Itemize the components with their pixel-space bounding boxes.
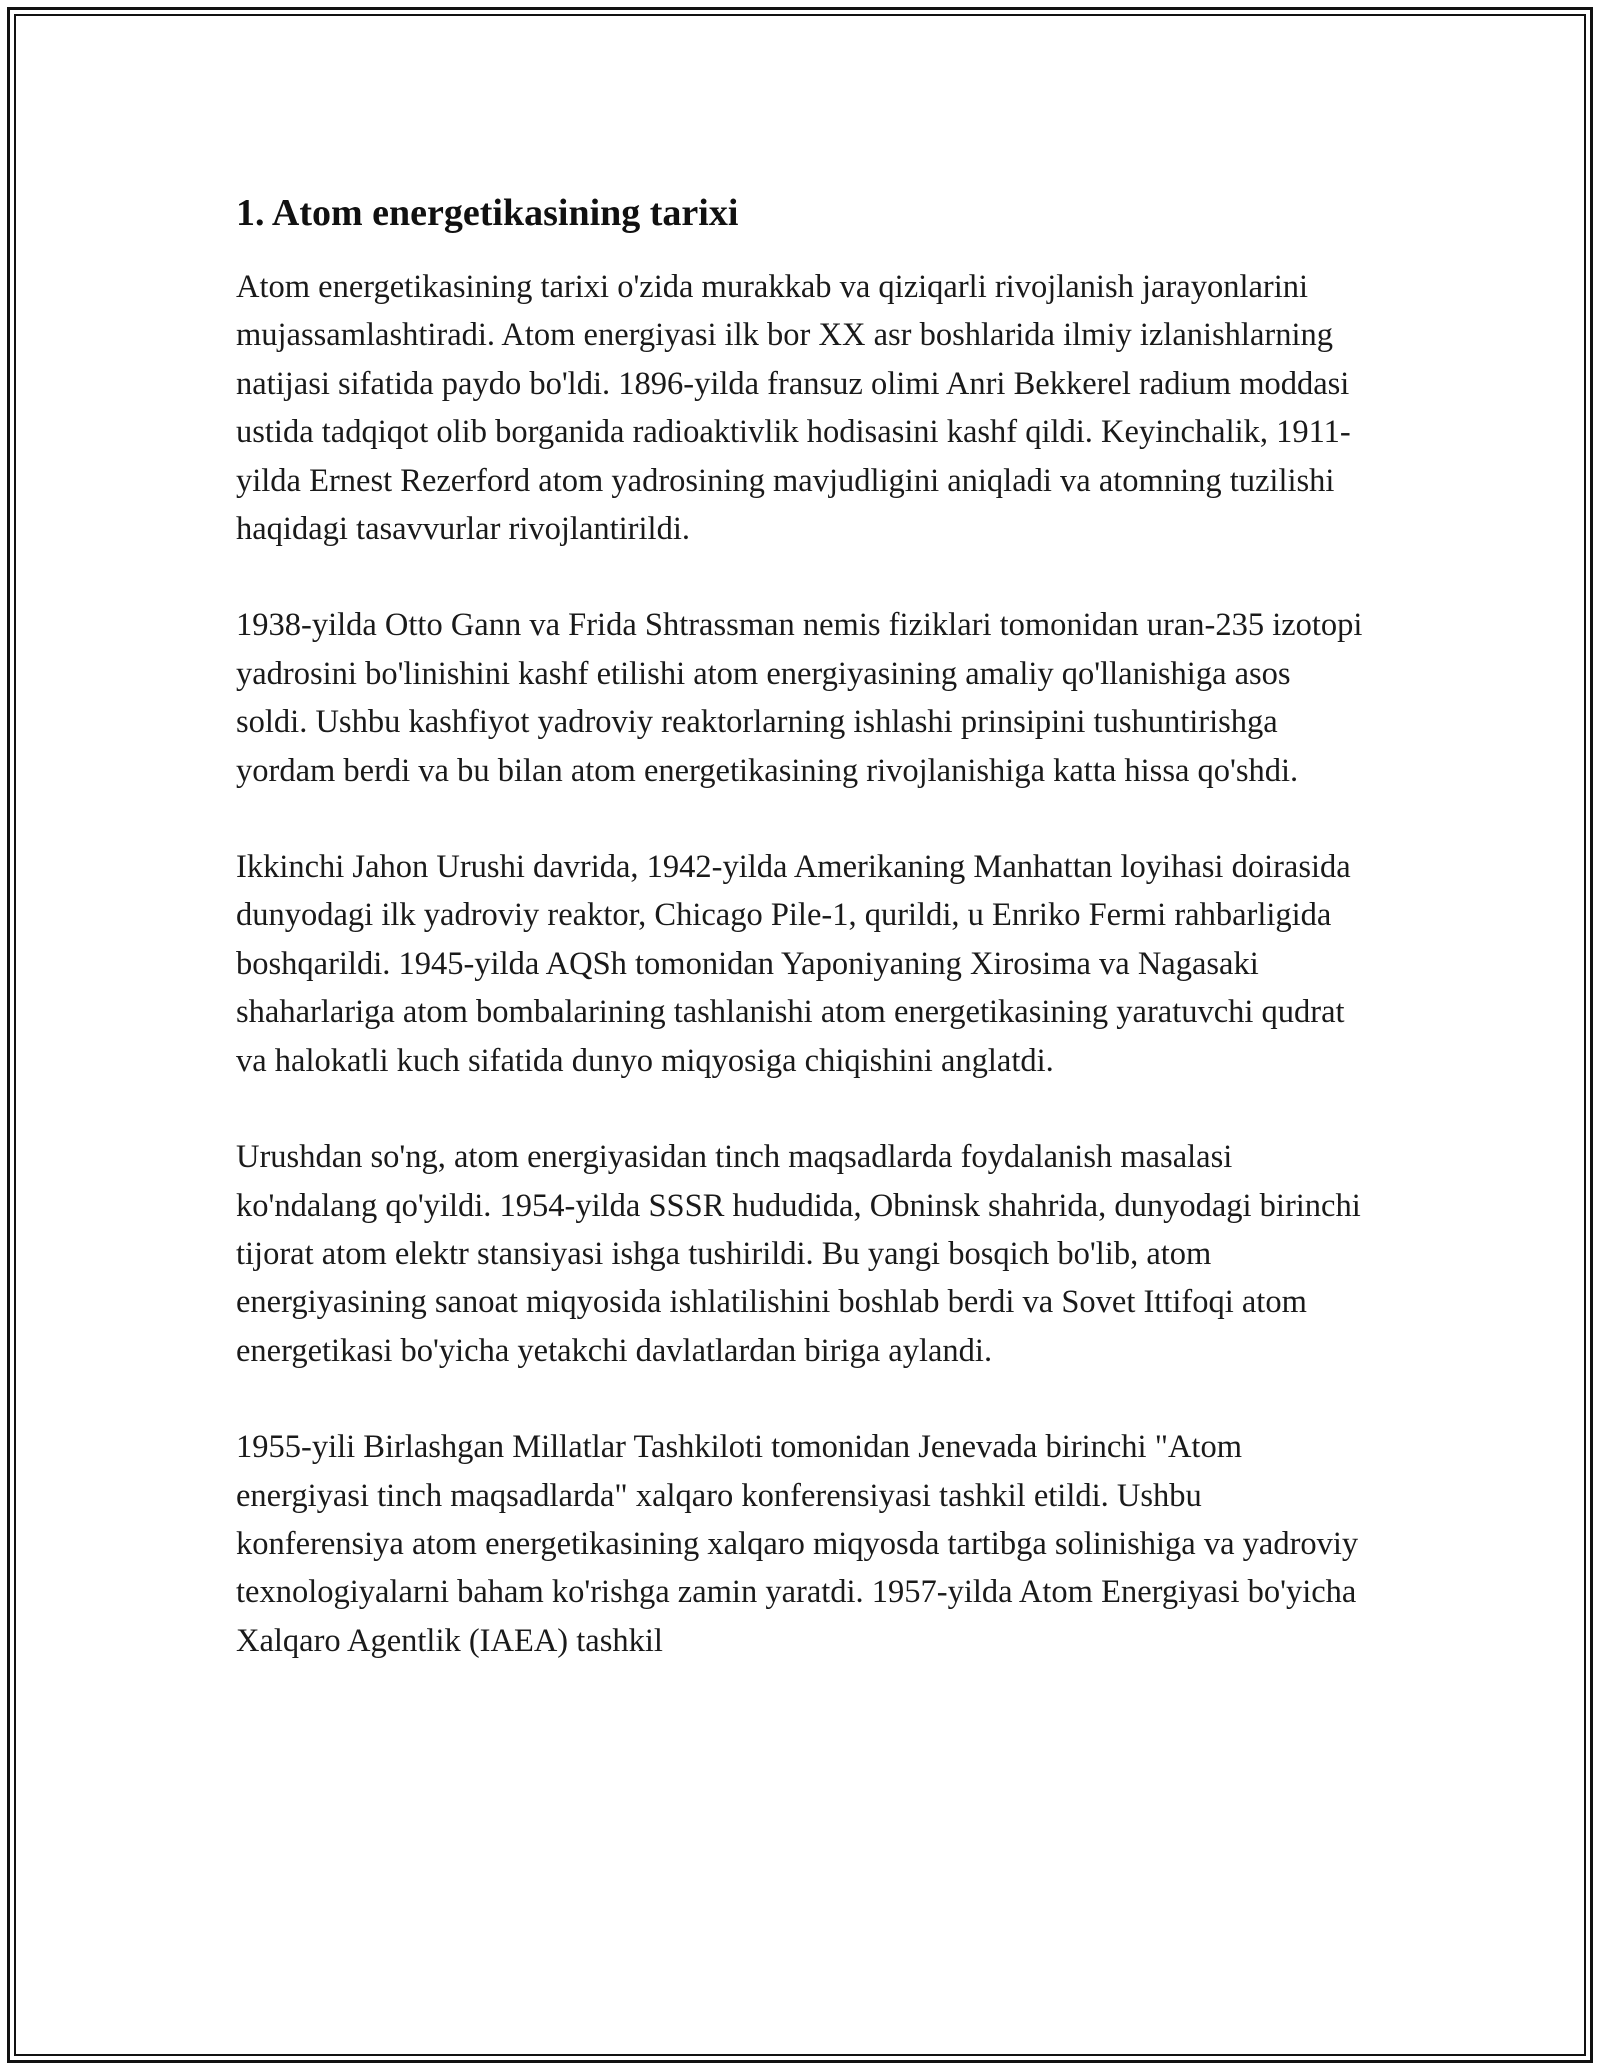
document-body [236,183,1368,1665]
paragraph-5: 1955-yili Birlashgan Millatlar Tashkiloti tomonidan Jenevada birinchi "Atom energiyasi tinch maqsadlarda" xalqaro konferensiyasi tashkil etildi. Ushbu konferensiya atom energetikasining xalqaro miqyosda tartibga solinishiga va yadroviy texnologiyalarni baham ko'rishga zamin yaratdi. 1957-yilda Atom Energiyasi bo'yicha Xalqaro Agentlik (IAEA) tashkil [236,1429,1359,1659]
paragraph-2: 1938-yilda Otto Gann va Frida Shtrassman nemis fiziklari tomonidan uran-235 izotopi yadrosini bo'linishini kashf etilishi atom energiyasining amaliy qo'llanishiga asos soldi. Ushbu kashfiyot yadroviy reaktorlarning ishlashi prinsipini tushuntirishga yordam berdi va bu bilan atom energetikasining rivojlanishiga katta hissa qo'shdi. [236,607,1363,789]
paragraph-3: Ikkinchi Jahon Urushi davrida, 1942-yilda Amerikaning Manhattan loyihasi doirasida dunyodagi ilk yadroviy reaktor, Chicago Pile-1, qurildi, u Enriko Fermi rahbarligida boshqarildi. 1945-yilda AQSh tomonidan Yaponiyaning Xirosima va Nagasaki shaharlariga atom bombalarining tashlanishi atom energetikasining yaratuvchi qudrat va halokatli kuch sifatida dunyo miqyosiga chiqishini anglatdi. [236,849,1351,1079]
section-heading: 1. Atom energetikasining tarixi [236,192,739,234]
paragraph-1: Atom energetikasining tarixi o'zida murakkab va qiziqarli rivojlanish jarayonlarini mujassamlashtiradi. Atom energiyasi ilk bor XX asr boshlarida ilmiy izlanishlarning natijasi sifatida paydo bo'ldi. 1896-yilda fransuz olimi Anri Bekkerel radium moddasi ustida tadqiqot olib borganida radioaktivlik hodisasini kashf qildi. Keyinchalik, 1911-yilda Ernest Rezerford atom yadrosining mavjudligini aniqladi va atomning tuzilishi haqidagi tasavvurlar rivojlantirildi. [236,269,1351,548]
paragraph-4: Urushdan so'ng, atom energiyasidan tinch maqsadlarda foydalanish masalasi ko'ndalang qo'yildi. 1954-yilda SSSR hududida, Obninsk shahrida, dunyodagi birinchi tijorat atom elektr stansiyasi ishga tushirildi. Bu yangi bosqich bo'lib, atom energiyasining sanoat miqyosida ishlatilishini boshlab berdi va Sovet Ittifoqi atom energetikasi bo'yicha yetakchi davlatlardan biriga aylandi. [236,1139,1361,1369]
